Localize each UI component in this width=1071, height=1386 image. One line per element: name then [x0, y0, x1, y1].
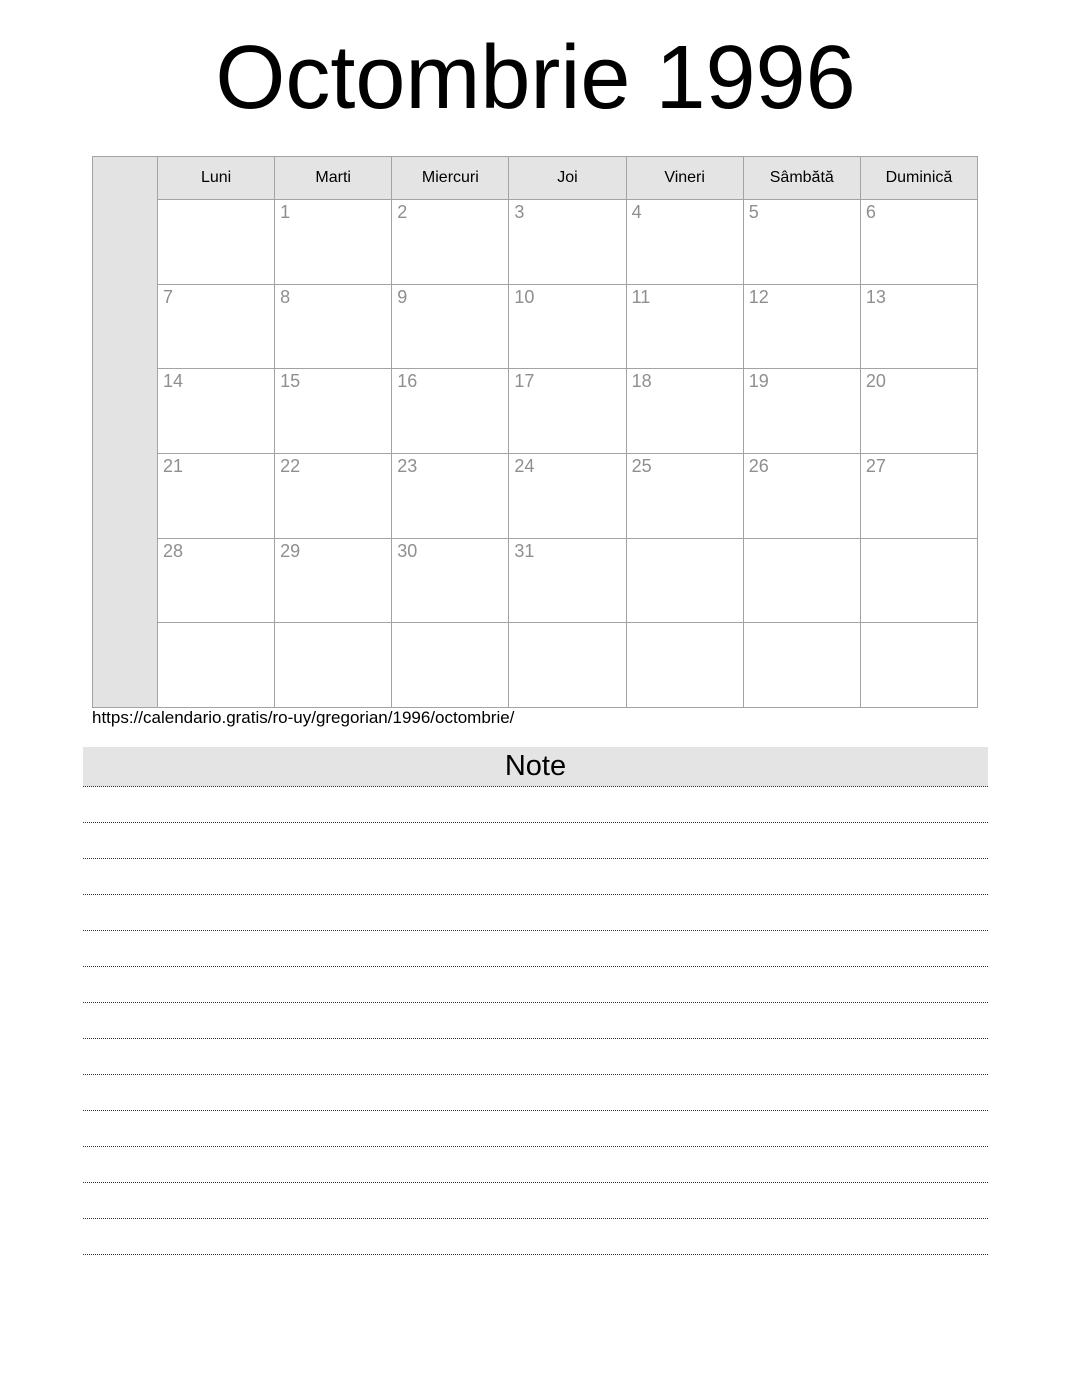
- day-cell-empty: [275, 623, 392, 708]
- note-line: [83, 931, 988, 967]
- source-url-text: https://calendario.gratis/ro-uy/gregorian/1996/octombrie/: [92, 708, 515, 727]
- day-cell-27: 27: [861, 454, 978, 539]
- day-cell-empty: [392, 623, 509, 708]
- note-line: [83, 823, 988, 859]
- day-cell-6: 6: [861, 200, 978, 285]
- note-line: [83, 895, 988, 931]
- day-cell-7: 7: [158, 285, 275, 370]
- day-cell-9: 9: [392, 285, 509, 370]
- day-header-2: Miercuri: [392, 157, 509, 200]
- day-cell-empty: [744, 539, 861, 624]
- day-cell-2: 2: [392, 200, 509, 285]
- day-cell-5: 5: [744, 200, 861, 285]
- day-cell-22: 22: [275, 454, 392, 539]
- day-header-0: Luni: [158, 157, 275, 200]
- note-line: [83, 787, 988, 823]
- day-header-3: Joi: [509, 157, 626, 200]
- calendar-side-gutter: [93, 157, 158, 708]
- day-cell-empty: [744, 623, 861, 708]
- day-cell-13: 13: [861, 285, 978, 370]
- day-header-1: Marti: [275, 157, 392, 200]
- note-line: [83, 1003, 988, 1039]
- note-line: [83, 1039, 988, 1075]
- day-cell-24: 24: [509, 454, 626, 539]
- page-title: Octombrie 1996: [215, 28, 856, 128]
- day-cell-12: 12: [744, 285, 861, 370]
- note-line: [83, 1219, 988, 1255]
- note-line: [83, 1075, 988, 1111]
- day-cell-10: 10: [509, 285, 626, 370]
- day-cell-17: 17: [509, 369, 626, 454]
- day-cell-1: 1: [275, 200, 392, 285]
- day-cell-30: 30: [392, 539, 509, 624]
- day-cell-empty: [509, 623, 626, 708]
- day-cell-4: 4: [627, 200, 744, 285]
- calendar-grid: [92, 156, 978, 708]
- note-line: [83, 1147, 988, 1183]
- day-cell-19: 19: [744, 369, 861, 454]
- note-line: [83, 1183, 988, 1219]
- day-cell-25: 25: [627, 454, 744, 539]
- day-cell-empty: [158, 200, 275, 285]
- day-cell-empty: [861, 539, 978, 624]
- day-cell-empty: [158, 623, 275, 708]
- day-header-5: Sâmbătă: [744, 157, 861, 200]
- day-cell-26: 26: [744, 454, 861, 539]
- day-cell-23: 23: [392, 454, 509, 539]
- day-cell-31: 31: [509, 539, 626, 624]
- note-line: [83, 967, 988, 1003]
- day-header-4: Vineri: [627, 157, 744, 200]
- notes-heading: Note: [83, 747, 988, 787]
- day-cell-3: 3: [509, 200, 626, 285]
- day-cell-empty: [627, 623, 744, 708]
- day-cell-29: 29: [275, 539, 392, 624]
- notes-section: [83, 747, 988, 1255]
- day-cell-28: 28: [158, 539, 275, 624]
- day-cell-11: 11: [627, 285, 744, 370]
- notes-lines-area: [83, 787, 988, 1255]
- day-cell-empty: [627, 539, 744, 624]
- day-cell-21: 21: [158, 454, 275, 539]
- note-line: [83, 1111, 988, 1147]
- day-header-6: Duminică: [861, 157, 978, 200]
- day-cell-18: 18: [627, 369, 744, 454]
- day-cell-20: 20: [861, 369, 978, 454]
- day-cell-empty: [861, 623, 978, 708]
- day-cell-16: 16: [392, 369, 509, 454]
- note-line: [83, 859, 988, 895]
- day-cell-15: 15: [275, 369, 392, 454]
- day-cell-14: 14: [158, 369, 275, 454]
- day-cell-8: 8: [275, 285, 392, 370]
